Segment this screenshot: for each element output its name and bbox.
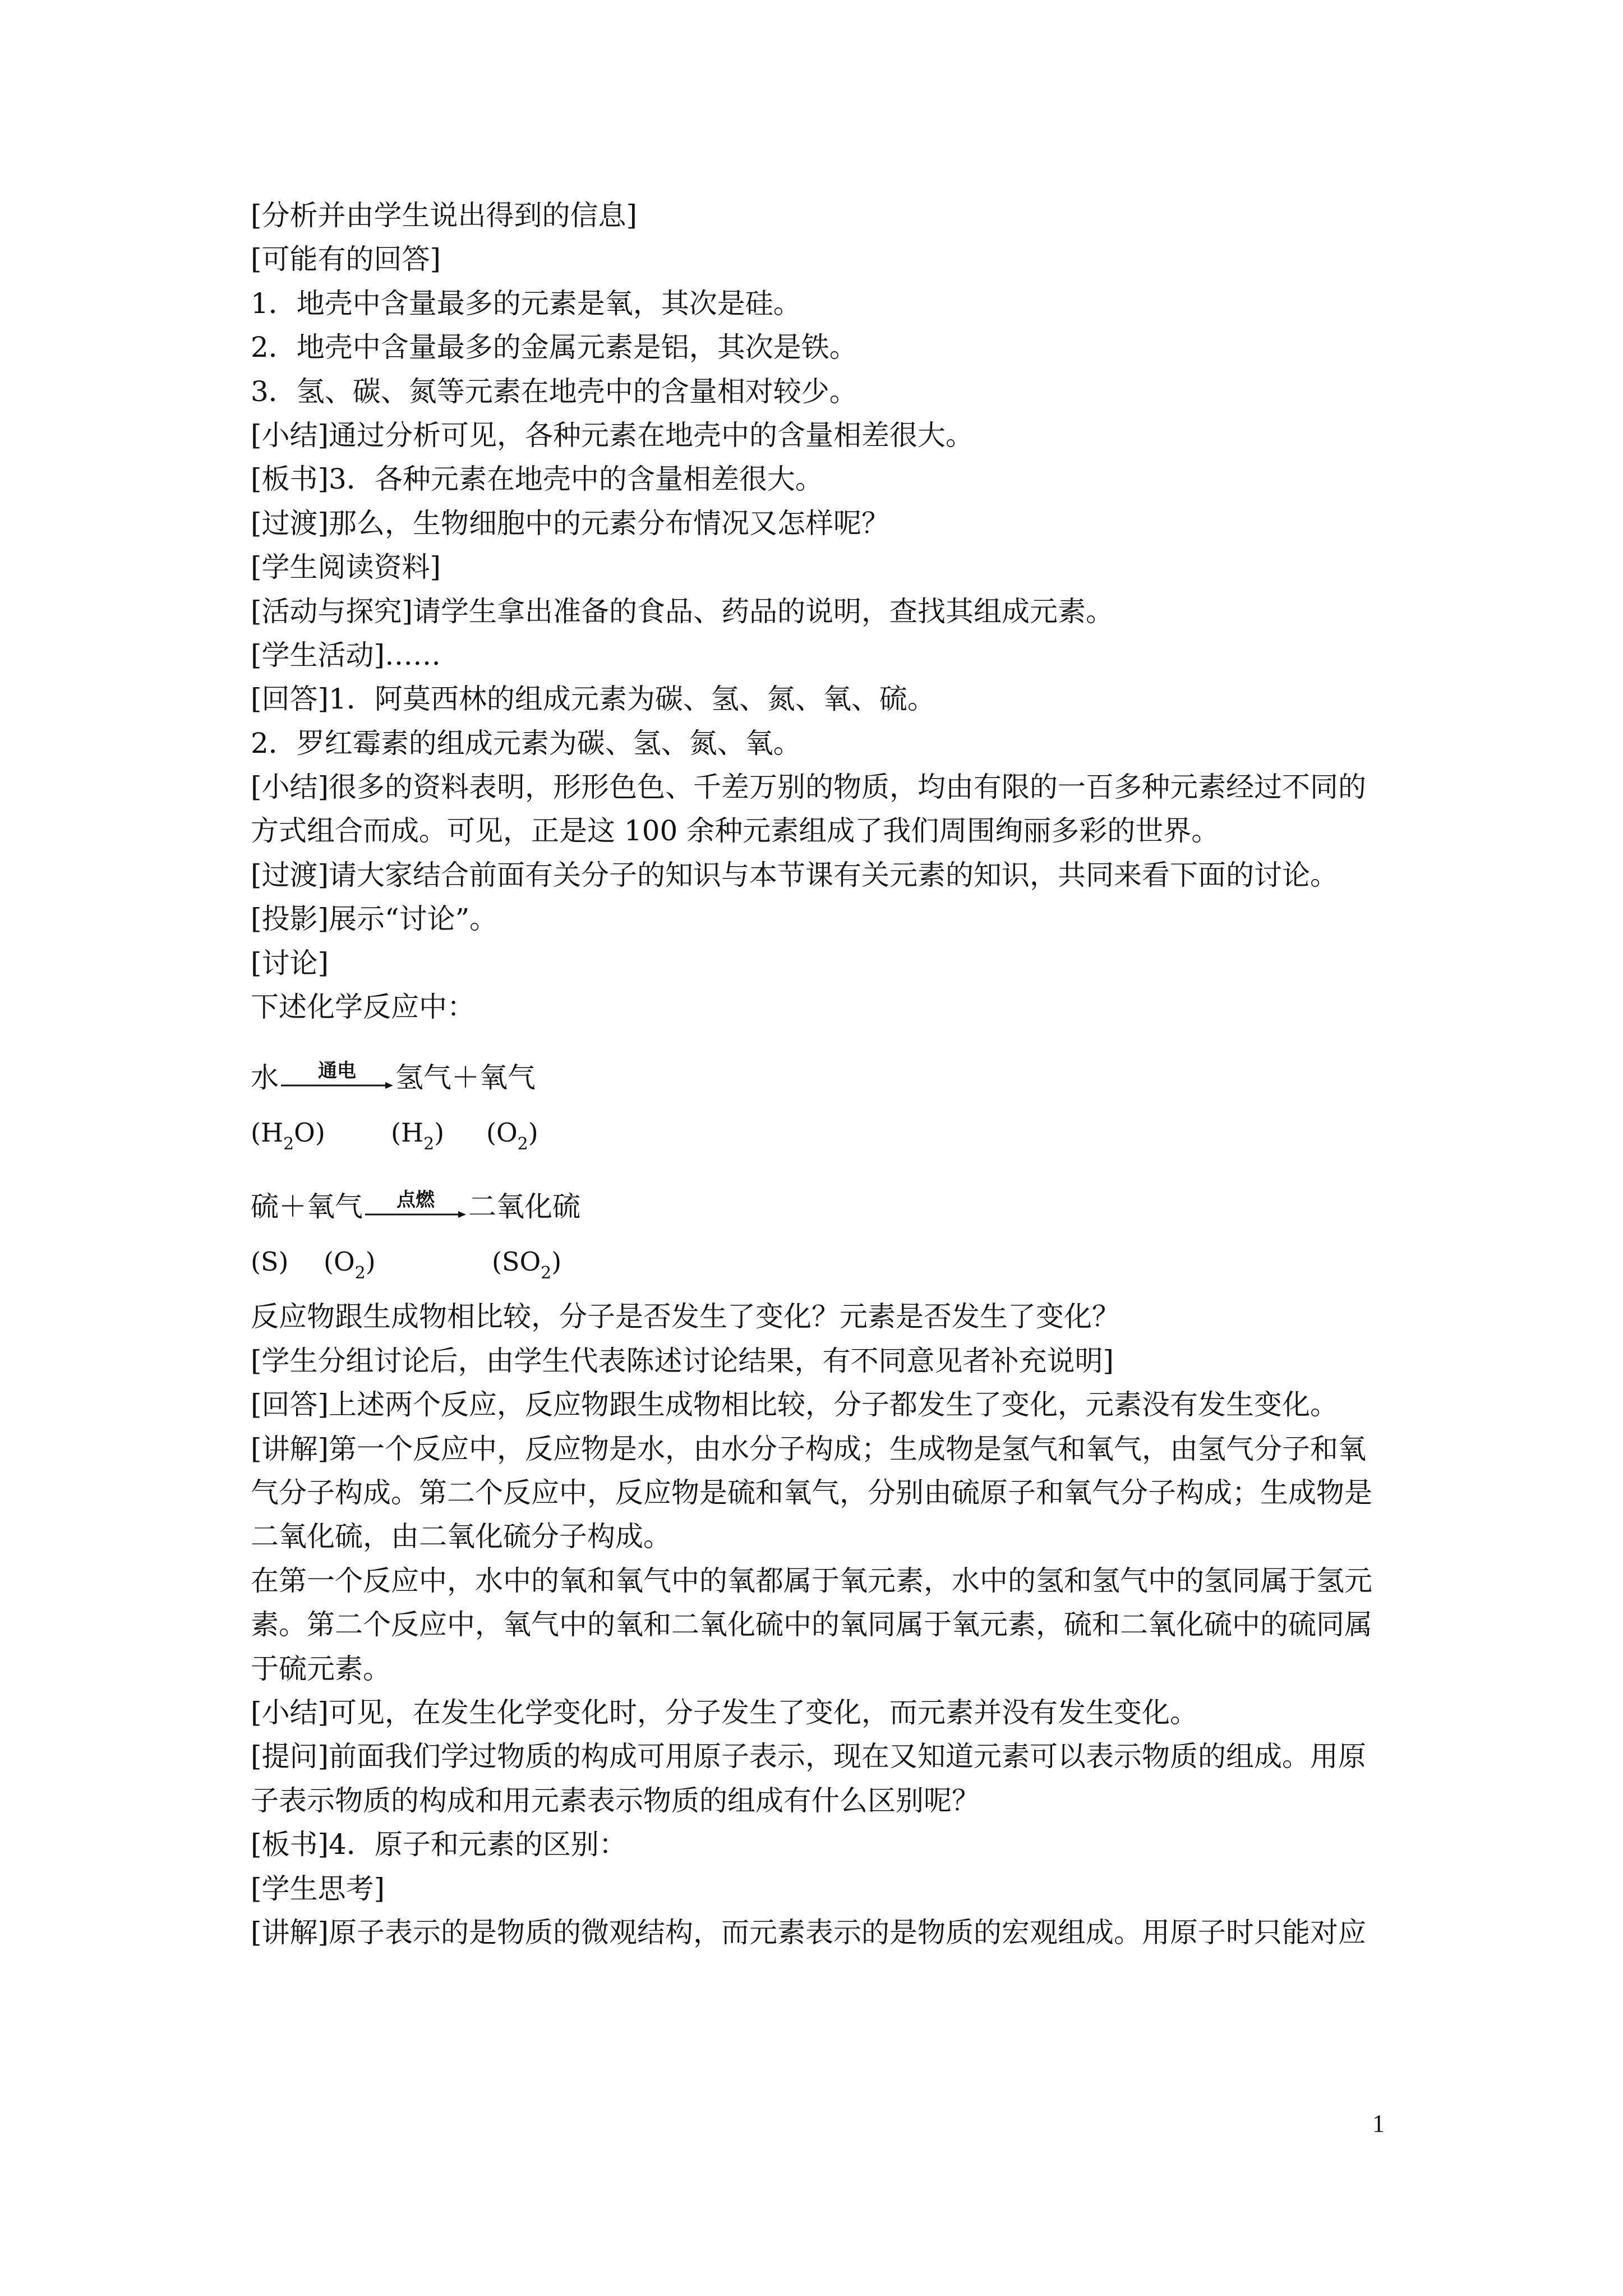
reaction-2-arrow	[365, 1189, 466, 1218]
formula-h2o: $(H_2O)$	[251, 1117, 325, 1154]
text-line: 在第一个反应中，水中的氧和氧气中的氧都属于氧元素，水中的氢和氢气中的氢同属于氢元	[251, 1564, 1372, 1597]
reaction-1-arrow	[281, 1060, 393, 1089]
text-line: 方式组合而成。可见，正是这 100 余种元素组成了我们周围绚丽多彩的世界。	[251, 815, 1220, 848]
arrow-right-icon	[365, 1211, 466, 1218]
text-line: 子表示物质的构成和用元素表示物质的组成有什么区别呢？	[251, 1784, 980, 1817]
text-line: 1．地壳中含量最多的元素是氧，其次是硅。	[251, 287, 801, 320]
formula-o2: $(O_2)$	[324, 1246, 376, 1283]
formula-o2: $(O_2)$	[486, 1117, 538, 1154]
text-line: 气分子构成。第二个反应中，反应物是硫和氧气，分别由硫原子和氧气分子构成；生成物是	[251, 1476, 1372, 1509]
page-number: 1	[1372, 2110, 1385, 2137]
text-line: 3．氢、碳、氮等元素在地壳中的含量相对较少。	[251, 375, 857, 408]
text-line: [回答]上述两个反应，反应物跟生成物相比较，分子都发生了变化，元素没有发生变化。	[251, 1388, 1339, 1421]
text-line: 素。第二个反应中，氧气中的氧和二氧化硫中的氧同属于氧元素，硫和二氧化硫中的硫同属	[251, 1608, 1372, 1641]
reaction-2-formulas	[251, 1228, 1395, 1290]
formula-h2: $(H_2)$	[391, 1117, 445, 1154]
reaction-2-reactants: 硫＋氧气	[251, 1190, 363, 1223]
text-line: 于硫元素。	[251, 1652, 391, 1685]
text-line: [板书]3．各种元素在地壳中的含量相差很大。	[251, 463, 823, 496]
document-body	[251, 194, 1395, 1954]
text-line: [过渡]那么，生物细胞中的元素分布情况又怎样呢？	[251, 507, 890, 540]
text-line: [讲解]第一个反应中，反应物是水，由水分子构成；生成物是氢气和氧气，由氢气分子和氧	[251, 1432, 1367, 1465]
text-line: [板书]4．原子和元素的区别：	[251, 1828, 627, 1861]
text-line: 2．地壳中含量最多的金属元素是铝，其次是铁。	[251, 331, 857, 364]
text-line: [小结]通过分析可见，各种元素在地壳中的含量相差很大。	[251, 418, 974, 452]
reaction-1-reactant: 水	[251, 1061, 279, 1094]
text-block-a	[251, 194, 1395, 1029]
reaction-1-condition: 通电	[318, 1060, 356, 1083]
formula-s: (S)	[251, 1246, 289, 1277]
reaction-1-products: 氢气＋氧气	[395, 1061, 536, 1094]
text-line: [活动与探究]请学生拿出准备的食品、药品的说明，查找其组成元素。	[251, 595, 1114, 628]
text-line: [提问]前面我们学过物质的构成可用原子表示，现在又知道元素可以表示物质的组成。用原	[251, 1740, 1367, 1773]
text-line: [可能有的回答]	[251, 243, 441, 276]
text-line: [回答]1．阿莫西林的组成元素为碳、氢、氮、氧、硫。	[251, 683, 935, 716]
text-line: 2．罗红霉素的组成元素为碳、氢、氮、氧。	[251, 726, 801, 760]
formula-so2: $(SO_2)$	[492, 1246, 562, 1283]
reaction-1-equation	[251, 1049, 1395, 1099]
reaction-2-condition: 点燃	[396, 1189, 435, 1212]
text-line: [学生思考]	[251, 1872, 385, 1905]
reaction-2-equation	[251, 1178, 1395, 1228]
text-line: 反应物跟生成物相比较，分子是否发生了变化？元素是否发生了变化？	[251, 1300, 1120, 1333]
text-line: [分析并由学生说出得到的信息]	[251, 199, 638, 232]
text-block-b	[251, 1295, 1395, 1954]
text-line: [学生阅读资料]	[251, 551, 441, 584]
arrow-right-icon	[281, 1082, 393, 1089]
text-line: [小结]很多的资料表明，形形色色、千差万别的物质，均由有限的一百多种元素经过不同的	[251, 771, 1367, 804]
text-line: 下述化学反应中：	[251, 991, 475, 1024]
text-line: [学生分组讨论后，由学生代表陈述讨论结果，有不同意见者补充说明]	[251, 1344, 1114, 1377]
text-line: [讨论]	[251, 946, 329, 979]
text-line: 二氧化硫，由二氧化硫分子构成。	[251, 1520, 671, 1553]
text-line: [讲解]原子表示的是物质的微观结构，而元素表示的是物质的宏观组成。用原子时只能对应	[251, 1916, 1367, 1949]
text-line: [过渡]请大家结合前面有关分子的知识与本节课有关元素的知识，共同来看下面的讨论。	[251, 858, 1339, 891]
text-line: [学生活动]……	[251, 638, 441, 671]
text-line: [投影]展示“讨论”。	[251, 903, 498, 936]
reaction-2-product: 二氧化硫	[468, 1190, 580, 1223]
reaction-1-formulas	[251, 1099, 1395, 1161]
text-line: [小结]可见，在发生化学变化时，分子发生了变化，而元素并没有发生变化。	[251, 1696, 1198, 1729]
